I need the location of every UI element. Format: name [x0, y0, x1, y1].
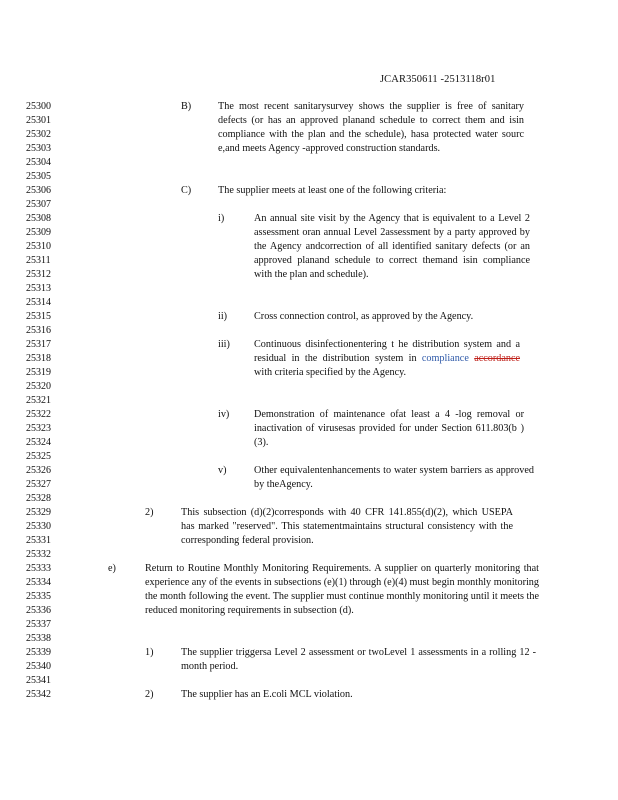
item-label-c-i: i) — [218, 213, 225, 224]
item-text-e: Return to Routine Monthly Monitoring Requirements. A supplier on quarterly monitoring that experience any of the events in subsections (e)(1) through (e)(4) must begin monthly monitoring the month following the event. The supplier must continue monthly monitoring until it meets the reduced monitoring requirements in subsection (d). — [145, 563, 539, 616]
line-number: 25315 — [26, 311, 51, 322]
inserted-text: compliance — [421, 353, 469, 364]
line-number: 25314 — [26, 297, 51, 308]
deleted-text: accordance — [474, 353, 520, 364]
line-number: 25322 — [26, 409, 51, 420]
line-number: 25340 — [26, 661, 51, 672]
line-number: 25307 — [26, 199, 51, 210]
line-number: 25339 — [26, 647, 51, 658]
line-number: 25320 — [26, 381, 51, 392]
item-text-e-1: The supplier triggersa Level 2 assessment or twoLevel 1 assessments in a rolling 12 -month period. — [181, 647, 536, 672]
line-number: 25318 — [26, 353, 51, 364]
line-number: 25327 — [26, 479, 51, 490]
line-number: 25308 — [26, 213, 51, 224]
item-text-c-iii-before: Continuous disinfectionentering t he distribution system and a residual in the distribution system in — [254, 339, 520, 364]
line-number: 25328 — [26, 493, 51, 504]
line-number: 25317 — [26, 339, 51, 350]
line-number: 25330 — [26, 521, 51, 532]
line-number: 25301 — [26, 115, 51, 126]
line-number: 25337 — [26, 619, 51, 630]
line-number: 25335 — [26, 591, 51, 602]
item-text-e-2: The supplier has an E.coli MCL violation. — [181, 689, 353, 700]
line-number: 25321 — [26, 395, 51, 406]
line-number: 25324 — [26, 437, 51, 448]
line-number: 25302 — [26, 129, 51, 140]
line-number: 25341 — [26, 675, 51, 686]
line-number: 25311 — [26, 255, 51, 266]
document-id-header: JCAR350611 -2513118r01 — [380, 74, 496, 85]
line-number: 25306 — [26, 185, 51, 196]
item-text-c-v: Other equivalentenhancements to water system barriers as approved by theAgency. — [254, 465, 534, 490]
line-number: 25338 — [26, 633, 51, 644]
line-number: 25332 — [26, 549, 51, 560]
item-text-b: The most recent sanitarysurvey shows the supplier is free of sanitary defects (or has an approved planand schedule to correct them and isin compliance with the plan and the schedule), hasa protected water sourc e,and meets Agency -approved construction standards. — [218, 101, 524, 154]
line-number: 25325 — [26, 451, 51, 462]
line-number: 25342 — [26, 689, 51, 700]
item-text-c-iii — [254, 338, 520, 380]
line-number-column — [26, 100, 66, 702]
line-number: 25309 — [26, 227, 51, 238]
line-number: 25331 — [26, 535, 51, 546]
item-text-c-ii: Cross connection control, as approved by the Agency. — [254, 311, 474, 322]
line-number: 25329 — [26, 507, 51, 518]
item-label-c-iv: iv) — [218, 409, 230, 420]
line-number: 25334 — [26, 577, 51, 588]
line-number: 25323 — [26, 423, 51, 434]
item-label-c-ii: ii) — [218, 311, 228, 322]
line-number: 25316 — [26, 325, 51, 336]
line-number: 25300 — [26, 101, 51, 112]
item-label-c: C) — [181, 185, 192, 196]
line-number: 25336 — [26, 605, 51, 616]
item-text-c-i: An annual site visit by the Agency that is equivalent to a Level 2 assessment oran annual Level 2assessment by a party approved by the Agency andcorrection of all identified sanitary defects (or an approved planand schedule to correct themand isin compliance with the plan and schedule). — [254, 213, 530, 280]
line-number: 25304 — [26, 157, 51, 168]
line-number: 25305 — [26, 171, 51, 182]
item-label-c-iii: iii) — [218, 339, 230, 350]
note-label-2: 2) — [145, 507, 154, 518]
item-label-b: B) — [181, 101, 192, 112]
item-label-e-1: 1) — [145, 647, 154, 658]
note-text-2: This subsection (d)(2)corresponds with 40 CFR 141.855(d)(2), which USEPA has marked "reserved". This statementmaintains structural consistency with the corresponding federal provision. — [181, 507, 513, 546]
item-text-c-iii-after: with criteria specified by the Agency. — [254, 367, 407, 378]
line-number: 25326 — [26, 465, 51, 476]
line-number: 25313 — [26, 283, 51, 294]
item-text-c: The supplier meets at least one of the following criteria: — [218, 185, 447, 196]
item-label-e: e) — [108, 563, 116, 574]
item-label-c-v: v) — [218, 465, 227, 476]
line-number: 25319 — [26, 367, 51, 378]
line-number: 25312 — [26, 269, 51, 280]
item-label-e-2: 2) — [145, 689, 154, 700]
line-number: 25333 — [26, 563, 51, 574]
item-text-c-iv: Demonstration of maintenance ofat least a 4 -log removal or inactivation of virusesas provided for under Section 611.803(b )(3). — [254, 409, 524, 448]
line-number: 25303 — [26, 143, 51, 154]
line-number: 25310 — [26, 241, 51, 252]
